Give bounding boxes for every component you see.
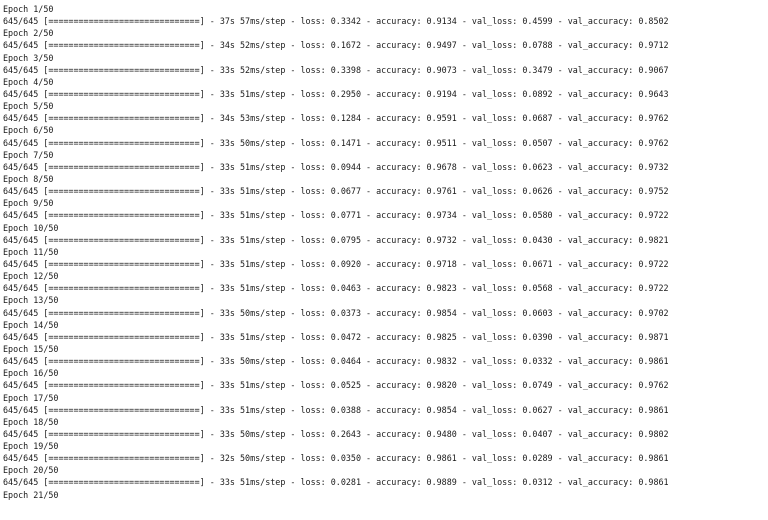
epoch-progress-line: 645/645 [==============================] - 33s 51ms/step - loss: 0.2950 - accuracy: 0.9194 - val_loss: 0.0892 - val_accuracy: 0.9643 — [3, 88, 669, 99]
epoch-header-line: Epoch 19/50 — [3, 441, 59, 452]
epoch-progress-line: 645/645 [==============================] - 34s 52ms/step - loss: 0.1672 - accuracy: 0.9497 - val_loss: 0.0788 - val_accuracy: 0.9712 — [3, 40, 669, 51]
epoch-progress-line: 645/645 [==============================] - 33s 52ms/step - loss: 0.3398 - accuracy: 0.9073 - val_loss: 0.3479 - val_accuracy: 0.9067 — [3, 64, 669, 75]
epoch-progress-line: 645/645 [==============================] - 33s 51ms/step - loss: 0.0795 - accuracy: 0.9732 - val_loss: 0.0430 - val_accuracy: 0.9821 — [3, 234, 669, 245]
epoch-progress-line: 645/645 [==============================] - 37s 57ms/step - loss: 0.3342 - accuracy: 0.9134 - val_loss: 0.4599 - val_accuracy: 0.8502 — [3, 16, 669, 27]
epoch-progress-line: 645/645 [==============================] - 33s 51ms/step - loss: 0.0944 - accuracy: 0.9678 - val_loss: 0.0623 - val_accuracy: 0.9732 — [3, 161, 669, 172]
epoch-progress-line: 645/645 [==============================] - 33s 51ms/step - loss: 0.0472 - accuracy: 0.9825 - val_loss: 0.0390 - val_accuracy: 0.9871 — [3, 331, 669, 342]
epoch-header-line: Epoch 16/50 — [3, 368, 59, 379]
epoch-header-line: Epoch 13/50 — [3, 295, 59, 306]
epoch-progress-line: 645/645 [==============================] - 33s 51ms/step - loss: 0.0463 - accuracy: 0.9823 - val_loss: 0.0568 - val_accuracy: 0.9722 — [3, 283, 669, 294]
epoch-header-line: Epoch 9/50 — [3, 198, 54, 209]
epoch-progress-line: 645/645 [==============================] - 33s 51ms/step - loss: 0.0388 - accuracy: 0.9854 - val_loss: 0.0627 - val_accuracy: 0.9861 — [3, 404, 669, 415]
epoch-progress-line: 645/645 [==============================] - 33s 51ms/step - loss: 0.0920 - accuracy: 0.9718 - val_loss: 0.0671 - val_accuracy: 0.9722 — [3, 258, 669, 269]
epoch-progress-line: 645/645 [==============================] - 32s 50ms/step - loss: 0.0350 - accuracy: 0.9861 - val_loss: 0.0289 - val_accuracy: 0.9861 — [3, 453, 669, 464]
epoch-header-line: Epoch 15/50 — [3, 343, 59, 354]
epoch-header-line: Epoch 1/50 — [3, 4, 54, 14]
epoch-header-line: Epoch 2/50 — [3, 28, 54, 39]
epoch-progress-line: 645/645 [==============================] - 33s 50ms/step - loss: 0.1471 - accuracy: 0.9511 - val_loss: 0.0507 - val_accuracy: 0.9762 — [3, 137, 669, 148]
epoch-header-line: Epoch 8/50 — [3, 173, 54, 184]
epoch-header-line: Epoch 20/50 — [3, 465, 59, 476]
epoch-header-line: Epoch 4/50 — [3, 76, 54, 87]
epoch-header-line: Epoch 3/50 — [3, 52, 54, 63]
epoch-header-line: Epoch 18/50 — [3, 416, 59, 427]
epoch-header-line: Epoch 5/50 — [3, 101, 54, 112]
epoch-header-line: Epoch 14/50 — [3, 319, 59, 330]
epoch-progress-line: 645/645 [==============================] - 33s 51ms/step - loss: 0.0525 - accuracy: 0.9820 - val_loss: 0.0749 - val_accuracy: 0.9762 — [3, 380, 669, 391]
epoch-progress-line: 645/645 [==============================] - 33s 51ms/step - loss: 0.0677 - accuracy: 0.9761 - val_loss: 0.0626 - val_accuracy: 0.9752 — [3, 186, 669, 197]
epoch-progress-line: 645/645 [==============================] - 33s 51ms/step - loss: 0.0281 - accuracy: 0.9889 - val_loss: 0.0312 - val_accuracy: 0.9861 — [3, 477, 669, 488]
epoch-header-line: Epoch 10/50 — [3, 222, 59, 233]
epoch-progress-line: 645/645 [==============================] - 33s 51ms/step - loss: 0.0771 - accuracy: 0.9734 - val_loss: 0.0580 - val_accuracy: 0.9722 — [3, 210, 669, 221]
epoch-header-line: Epoch 6/50 — [3, 125, 54, 136]
epoch-header-line: Epoch 21/50 — [3, 489, 59, 500]
epoch-header-line: Epoch 12/50 — [3, 271, 59, 282]
epoch-progress-line: 645/645 [==============================] - 33s 50ms/step - loss: 0.2643 - accuracy: 0.9480 - val_loss: 0.0407 - val_accuracy: 0.9802 — [3, 428, 669, 439]
epoch-progress-line: 645/645 [==============================] - 34s 53ms/step - loss: 0.1284 - accuracy: 0.9591 - val_loss: 0.0687 - val_accuracy: 0.9762 — [3, 113, 669, 124]
epoch-header-line: Epoch 17/50 — [3, 392, 59, 403]
epoch-header-line: Epoch 11/50 — [3, 246, 59, 257]
epoch-progress-line: 645/645 [==============================] - 33s 50ms/step - loss: 0.0373 - accuracy: 0.9854 - val_loss: 0.0603 - val_accuracy: 0.9702 — [3, 307, 669, 318]
epoch-header-line: Epoch 7/50 — [3, 149, 54, 160]
epoch-progress-line: 645/645 [==============================] - 33s 50ms/step - loss: 0.0464 - accuracy: 0.9832 - val_loss: 0.0332 - val_accuracy: 0.9861 — [3, 356, 669, 367]
